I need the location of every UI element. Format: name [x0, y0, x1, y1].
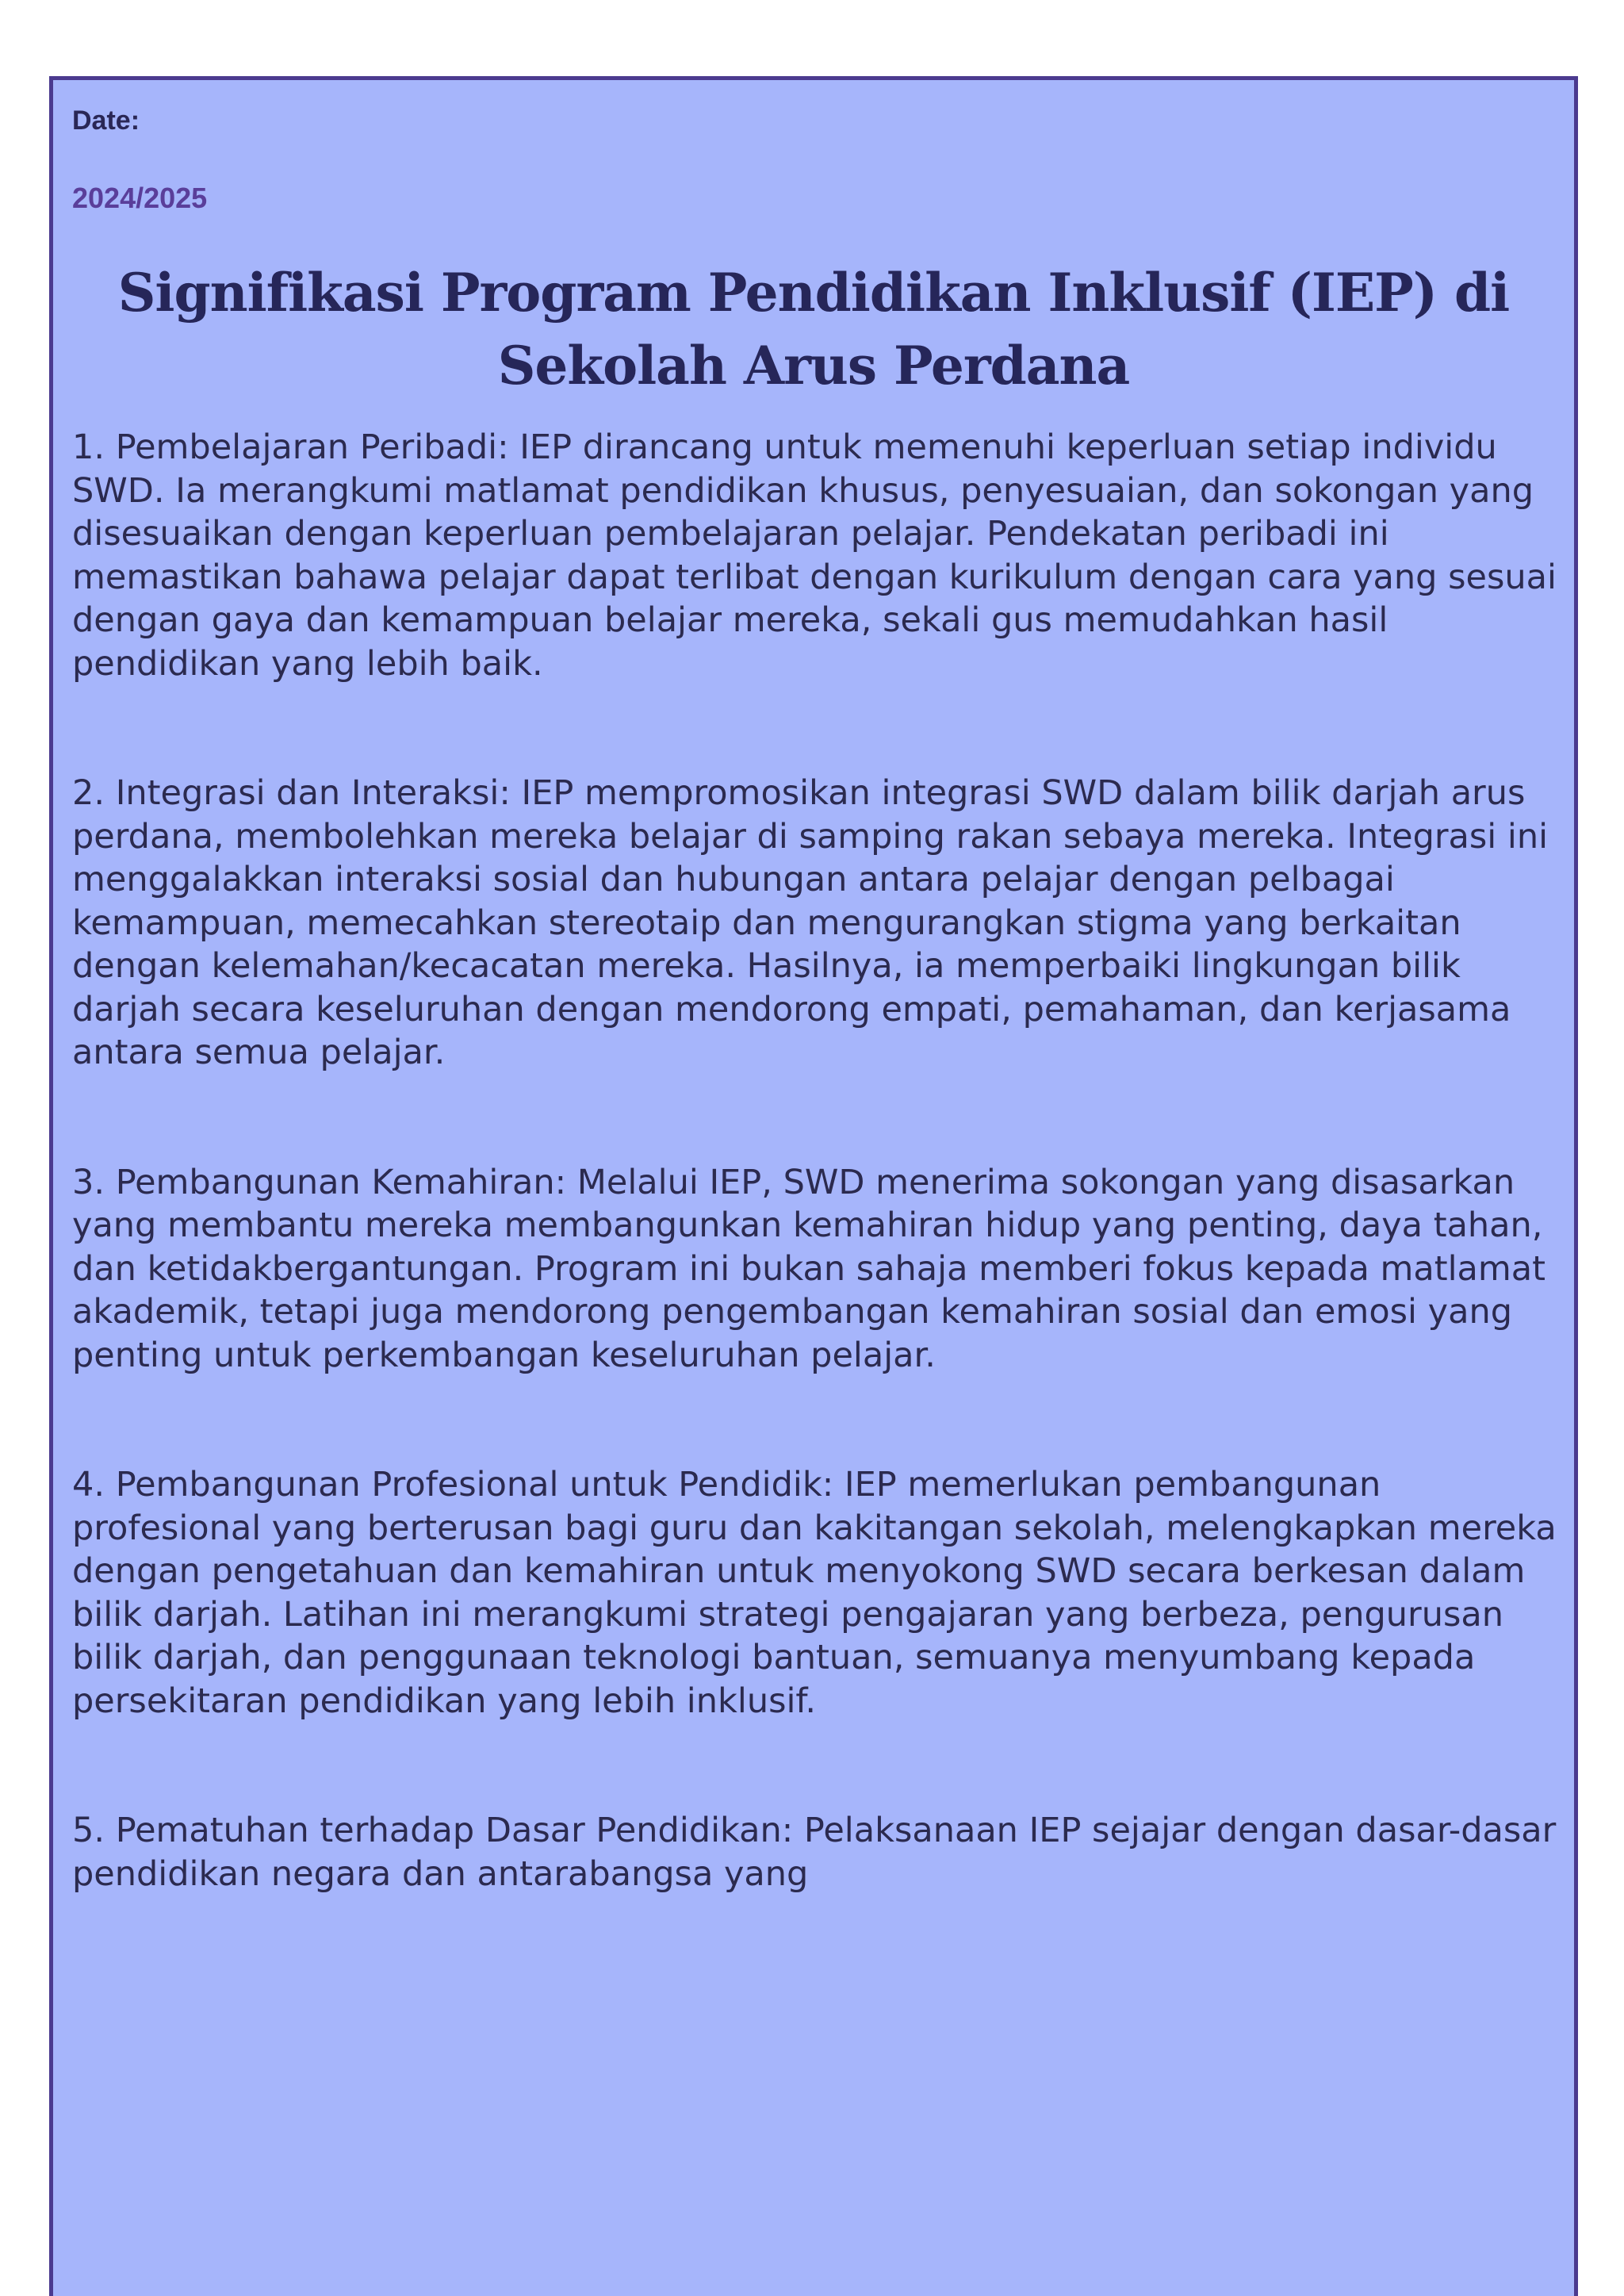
academic-year: 2024/2025: [72, 182, 208, 214]
date-label: Date:: [72, 105, 140, 136]
paragraph-policy-compliance: 5. Pematuhan terhadap Dasar Pendidikan: Pelaksanaan IEP sejajar dengan dasar-dasar pendidikan negara dan antarabangsa yang: [72, 1811, 1557, 1894]
paragraph-integration-interaction: 2. Integrasi dan Interaksi: IEP mempromosikan integrasi SWD dalam bilik darjah arus perdana, membolehkan mereka belajar di samping rakan sebaya mereka. Integrasi ini menggalakkan interaksi sosial dan hubungan antara pelajar dengan pelbagai kemampuan, memecahkan stereotaip dan mengurangkan stigma yang berkaitan dengan kelemahan/kecacatan mereka. Hasilnya, ia memperbaiki lingkungan bilik darjah secara keseluruhan dengan mendorong empati, pemahaman, dan kerjasama antara semua pelajar.: [72, 773, 1549, 1072]
page-title: Signifikasi Program Pendidikan Inklusif (IEP) di Sekolah Arus Perdana: [117, 262, 1510, 397]
paragraph-professional-development: 4. Pembangunan Profesional untuk Pendidik: IEP memerlukan pembangunan profesional yang berterusan bagi guru dan kakitangan sekolah, melengkapkan mereka dengan pengetahuan dan kemahiran untuk menyokong SWD secara berkesan dalam bilik darjah. Latihan ini merangkumi strategi pengajaran yang berbeza, pengurusan bilik darjah, dan penggunaan teknologi bantuan, semuanya menyumbang kepada persekitaran pendidikan yang lebih inklusif.: [72, 1465, 1557, 1721]
content-panel: [49, 76, 1578, 2296]
paragraph-personalised-learning: 1. Pembelajaran Peribadi: IEP dirancang untuk memenuhi keperluan setiap individu SWD. Ia merangkumi matlamat pendidikan khusus, penyesuaian, dan sokongan yang disesuaikan dengan keperluan pembelajaran pelajar. Pendekatan peribadi ini memastikan bahawa pelajar dapat terlibat dengan kurikulum dengan cara yang sesuai dengan gaya dan kemampuan belajar mereka, sekali gus memudahkan hasil pendidikan yang lebih baik.: [72, 427, 1557, 684]
paragraph-skill-development: 3. Pembangunan Kemahiran: Melalui IEP, SWD menerima sokongan yang disasarkan yang membantu mereka membangunkan kemahiran hidup yang penting, daya tahan, dan ketidakbergantungan. Program ini bukan sahaja memberi fokus kepada matlamat akademik, tetapi juga mendorong pengembangan kemahiran sosial dan emosi yang penting untuk perkembangan keseluruhan pelajar.: [72, 1162, 1546, 1375]
body-text: [72, 426, 1558, 1982]
